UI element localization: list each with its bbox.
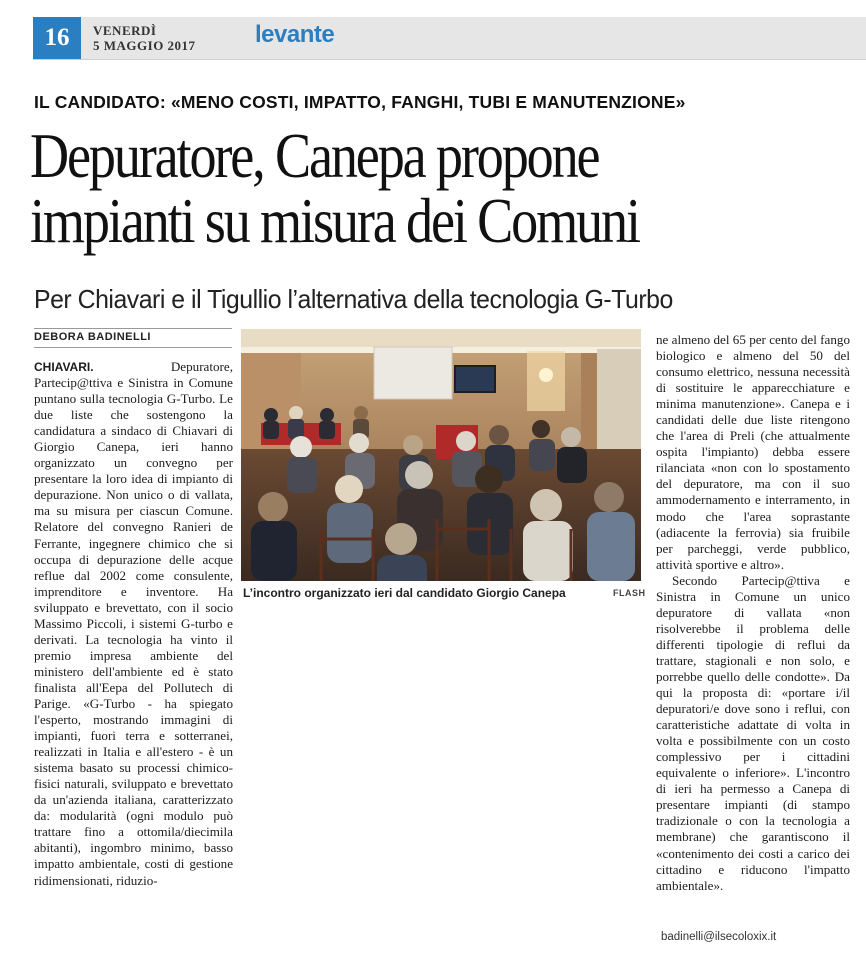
kicker: IL CANDIDATO: «MENO COSTI, IMPATTO, FANGHI, TUBI E MANUTENZIONE» (34, 92, 686, 112)
byline-rule-bottom (34, 347, 232, 348)
article-column-1 (34, 359, 233, 889)
weekday: VENERDÌ (93, 23, 157, 38)
date: 5 MAGGIO 2017 (93, 38, 196, 53)
column-3-paragraph-1: ne almeno del 65 per cento del fango biologico e almeno del 50 del consumo elettrico, nessuna necessità di sostituire le apparecchiature e minima manutenzione». Canepa e i candidati delle due liste ritengono che l'area di Preli (che attualmente ospita l'impianto) debba essere rilanciata «non con lo spostamento del depuratore, ma con il suo ammodernamento e interramento, in modo che l'area soprastante (adiacente la ferrovia) sia fruibile per parcheggi, verde pubblico, attività sportive e altro». (656, 332, 850, 572)
photo-caption: L’incontro organizzato ieri dal candidato Giorgio Canepa (243, 586, 566, 600)
headline-line-2: impianti su misura dei Comuni (30, 186, 639, 256)
headline-line-1: Depuratore, Canepa propone (30, 121, 599, 191)
section-name: levante (255, 21, 335, 48)
article-column-3 (656, 332, 850, 894)
audience-photo-illustration (241, 329, 641, 581)
subheadline: Per Chiavari e il Tigullio l’alternativa della tecnologia G-Turbo (34, 284, 673, 314)
byline: DEBORA BADINELLI (34, 331, 151, 343)
author-email: badinelli@ilsecoloxix.it (661, 931, 777, 943)
placename: CHIAVARI. (34, 360, 94, 374)
page-header (33, 17, 866, 60)
column-3-paragraph-2: Secondo Partecip@ttiva e Sinistra in Comune un unico depuratore di vallata «non risolverebbe il problema delle differenti tipologie di reflui da trattare, stagionali e non solo, e porrebbe quello delle condotte». Da qui la proposta di: «portare i/il depuratori/e dove sono i reflui, con caratteristiche adattate di volta in volta e possibilmente con un costo complessivo per i cittadini equivalente o inferiore». L'incontro di ieri ha permesso a Canepa di presentare impianti (di stampo tradizionale o con la tecnologia a membrane) che garantiscono il «contenimento dei costi a carico dei cittadino e riducono l'impatto ambientale». (656, 572, 850, 893)
byline-rule-top (34, 328, 232, 329)
column-1-text: Depuratore, Partecip@ttiva e Sinistra in Comune puntano sulla tecnologia G-Turbo. Le due liste che sostengono la candidatura a sindaco di Chiavari di Giorgio Canepa, ieri hanno organizzato un convegno per presentare la loro idea di impianto di depurazione. Non unico o di vallata, ma su misura per ciascun Comune. Relatore del convegno Ranieri de Ferrante, ingegnere chimico che si occupa di depurazione delle acque reflue dal 2002 come consulente, imprenditore e inventore. Ha sviluppato e brevettato, con il socio Massimo Piccoli, i sistemi G-turbo e derivati. La tecnologia ha vinto il premio impresa ambiente del ministero dell'ambiente ed è stato finalista all'Eepa del Pollutech di Parige. «G-Turbo - ha spiegato l'esperto, mostrando immagini di impianti, fuori terra e sotterranei, realizzati in Italia e all'estero - è un sistema basato su processi chimico-fisici naturali, sviluppato e brevettato da un'azienda italiana, caratterizzato da: modularità (ogni modulo può trattare fino a ottomila/diecimila abitanti), ingombro minimo, basso impatto ambientale, costi di gestione ridimensionati, riduzio- (34, 359, 233, 888)
headline (30, 121, 744, 256)
page-number: 16 (33, 17, 81, 59)
photo-credit: FLASH (613, 588, 646, 598)
event-photo (241, 329, 641, 581)
dateline (93, 23, 196, 53)
